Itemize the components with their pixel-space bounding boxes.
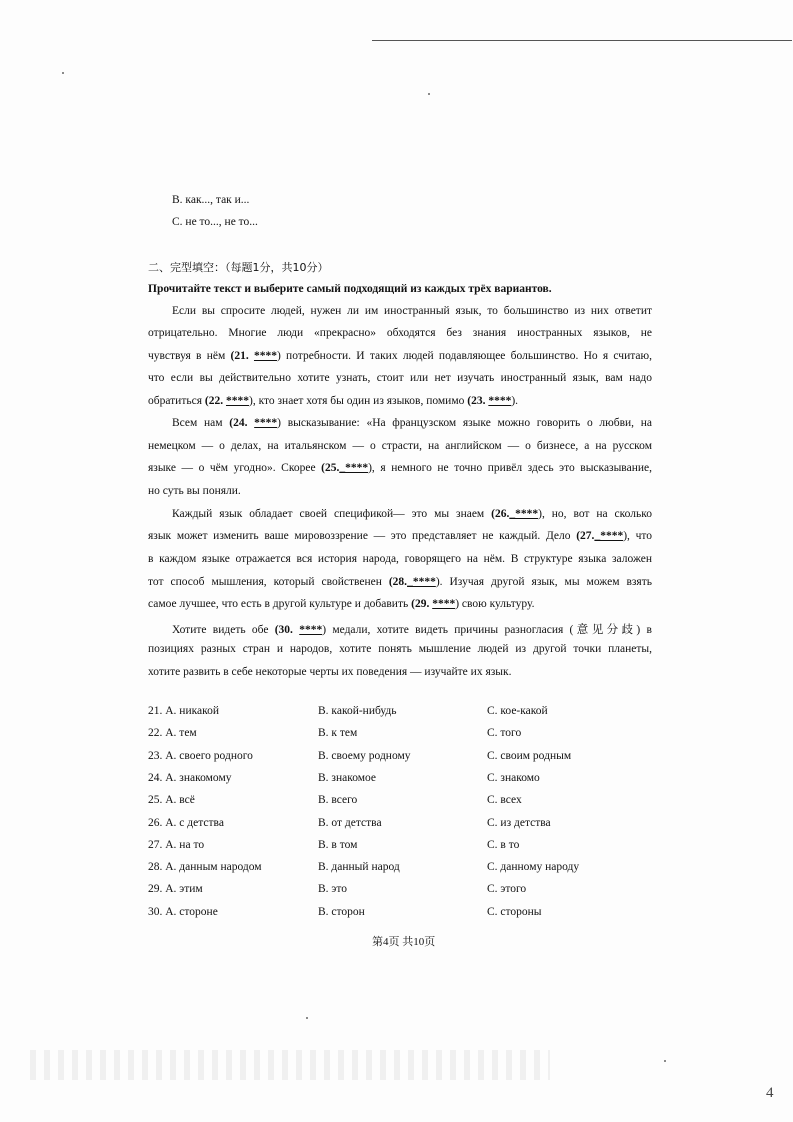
passage-line (148, 643, 652, 655)
passage-line (148, 305, 652, 317)
option-a: 29. А. этим (148, 883, 203, 896)
option-b: B. своему родному (318, 749, 411, 762)
prev-option-c: C. не то..., не то... (172, 216, 258, 228)
text-span: отрицательно. Многие люди «прекрасно» обходятся без знания иностранных языков, не (148, 327, 652, 339)
passage-line (148, 530, 652, 542)
blank-number: (24. (229, 417, 255, 429)
passage-line (148, 350, 652, 362)
text-span: ) высказывание: «На французском языке можно говорить о любви, на (277, 417, 652, 429)
option-c: C. в то (487, 838, 520, 851)
passage-line (148, 462, 652, 474)
passage-line (148, 417, 652, 429)
blank-number: (29. (411, 598, 433, 610)
text-span: ) свою культуру. (455, 598, 535, 610)
option-c: C. данному народу (487, 861, 580, 874)
option-b: B. всего (318, 794, 358, 807)
option-b: B. к тем (318, 727, 358, 740)
blank-number: (26. (491, 508, 510, 520)
text-span: ), но, вот на сколько (538, 508, 652, 520)
passage-line (148, 621, 652, 637)
option-c: C. своим родным (487, 749, 572, 762)
option-a: 21. А. никакой (148, 705, 220, 717)
text-span: обратиться (148, 395, 205, 407)
blank-number: (28. (388, 576, 408, 588)
instruction: Прочитайте текст и выберите самый подходящий из каждых трёх вариантов. (148, 283, 552, 295)
passage-line (148, 576, 652, 588)
scan-smudge (30, 1050, 550, 1080)
passage-line (148, 598, 652, 610)
text-span: ), что (623, 530, 652, 542)
blank: **** (253, 350, 277, 362)
text-span: позициях разных стран и народов, хотите понять мышление людей из другой точки планеты, (148, 643, 652, 655)
option-b: B. сторон (318, 905, 365, 918)
blank: _**** (339, 462, 369, 474)
prev-option-b: B. как..., так и... (172, 194, 250, 206)
passage-line (148, 485, 652, 497)
text-span: ). Изучая другой язык, мы можем взять (435, 576, 652, 588)
text-span: ). (511, 395, 519, 407)
option-b: B. знакомое (318, 771, 377, 784)
option-c: C. всех (487, 794, 522, 807)
section-heading: 二、完型填空：（每题1分，共10分） (148, 261, 329, 274)
text-span: тот способ мышления, который свойственен (148, 576, 389, 588)
text-span: ), я немного не точно привёл здесь это высказывание, (368, 462, 652, 474)
blank: **** (432, 598, 456, 610)
passage-line (148, 372, 652, 384)
text-span: язык может изменить ваше мировоззрение — это представляет не каждый. Дело (148, 530, 577, 542)
text-span: Каждый язык обладает своей спецификой— это мы знаем (172, 508, 492, 520)
text-span: самое лучшее, что есть в другой культуре и добавить (148, 598, 412, 610)
text-span: Всем нам (172, 417, 230, 429)
blank-number: (23. (467, 395, 489, 407)
blank: **** (299, 624, 323, 636)
passage-line (148, 553, 652, 565)
option-a: 30. А. стороне (148, 905, 218, 918)
passage-line (148, 327, 652, 339)
scan-dot (306, 1017, 308, 1019)
option-b: B. данный народ (318, 861, 400, 874)
option-c: C. того (487, 727, 522, 740)
option-c: C. этого (487, 883, 527, 896)
text-span: Если вы спросите людей, нужен ли им иностранный язык, то большинство из них ответит (172, 305, 652, 317)
option-a: 27. А. на то (148, 838, 205, 851)
text-span: что если вы действительно хотите узнать, стоит или нет изучать иностранный язык, вам надо (148, 372, 652, 384)
option-b: B. какой-нибудь (318, 705, 397, 717)
option-c: C. стороны (487, 905, 542, 918)
scan-dot (664, 1060, 666, 1062)
text-span: в каждом языке отражается вся история народа, говорящего на нём. В структуре языка заложен (148, 553, 652, 565)
text-span: потребности. И таких людей подавляющее большинство. Но я считаю, (280, 350, 652, 362)
passage-line (148, 508, 652, 520)
blank-number: (30. (274, 624, 300, 636)
text-span: языке — о чём угодно». Скорее (148, 462, 322, 474)
option-c: C. знакомо (487, 771, 540, 784)
option-b: B. от детства (318, 816, 382, 829)
text-span: но суть вы поняли. (148, 485, 241, 497)
option-b: B. в том (318, 838, 358, 851)
blank-number: (25. (321, 462, 340, 474)
text-span: ), кто знает хотя бы один из языков, помимо (248, 395, 468, 407)
text-span: Хотите видеть обе (172, 624, 275, 636)
blank: **** (225, 395, 249, 407)
passage-line (148, 666, 652, 678)
blank: _**** (509, 508, 539, 520)
option-a: 23. А. своего родного (148, 749, 253, 762)
scan-dot (62, 72, 64, 74)
option-a: 28. А. данным народом (148, 861, 262, 874)
blank-number: (22. (204, 395, 226, 407)
blank-number: (21. (230, 350, 254, 362)
text-span: немецком — о делах, на итальянском — о страсти, на английском — о бизнесе, а на русском (148, 440, 652, 452)
option-c: C. кое-какой (487, 705, 548, 717)
scan-dot (428, 93, 430, 95)
text-span: хотите развить в себе некоторые черты их поведения — изучайте их язык. (148, 666, 512, 678)
page-number: 4 (766, 1085, 774, 1101)
blank: **** (488, 395, 512, 407)
option-a: 25. А. всё (148, 794, 195, 807)
blank: _**** (594, 530, 624, 542)
page-footer: 第4页 共10页 (372, 936, 436, 948)
option-a: 26. А. с детства (148, 816, 224, 829)
option-a: 24. А. знакомому (148, 771, 232, 784)
text-span: ) (276, 350, 281, 362)
blank-number: (27. (576, 530, 595, 542)
option-c: C. из детства (487, 816, 551, 829)
passage-line (148, 440, 652, 452)
option-a: 22. А. тем (148, 727, 197, 740)
blank: _**** (407, 576, 436, 588)
scan-edge-line (372, 40, 792, 41)
option-b: B. это (318, 883, 347, 896)
text-span: чувствуя в нём (148, 350, 231, 362)
text-span: ) медали, хотите видеть причины разногласия (意见分歧) в (322, 624, 652, 636)
blank: **** (254, 417, 278, 429)
passage-line (148, 395, 652, 407)
